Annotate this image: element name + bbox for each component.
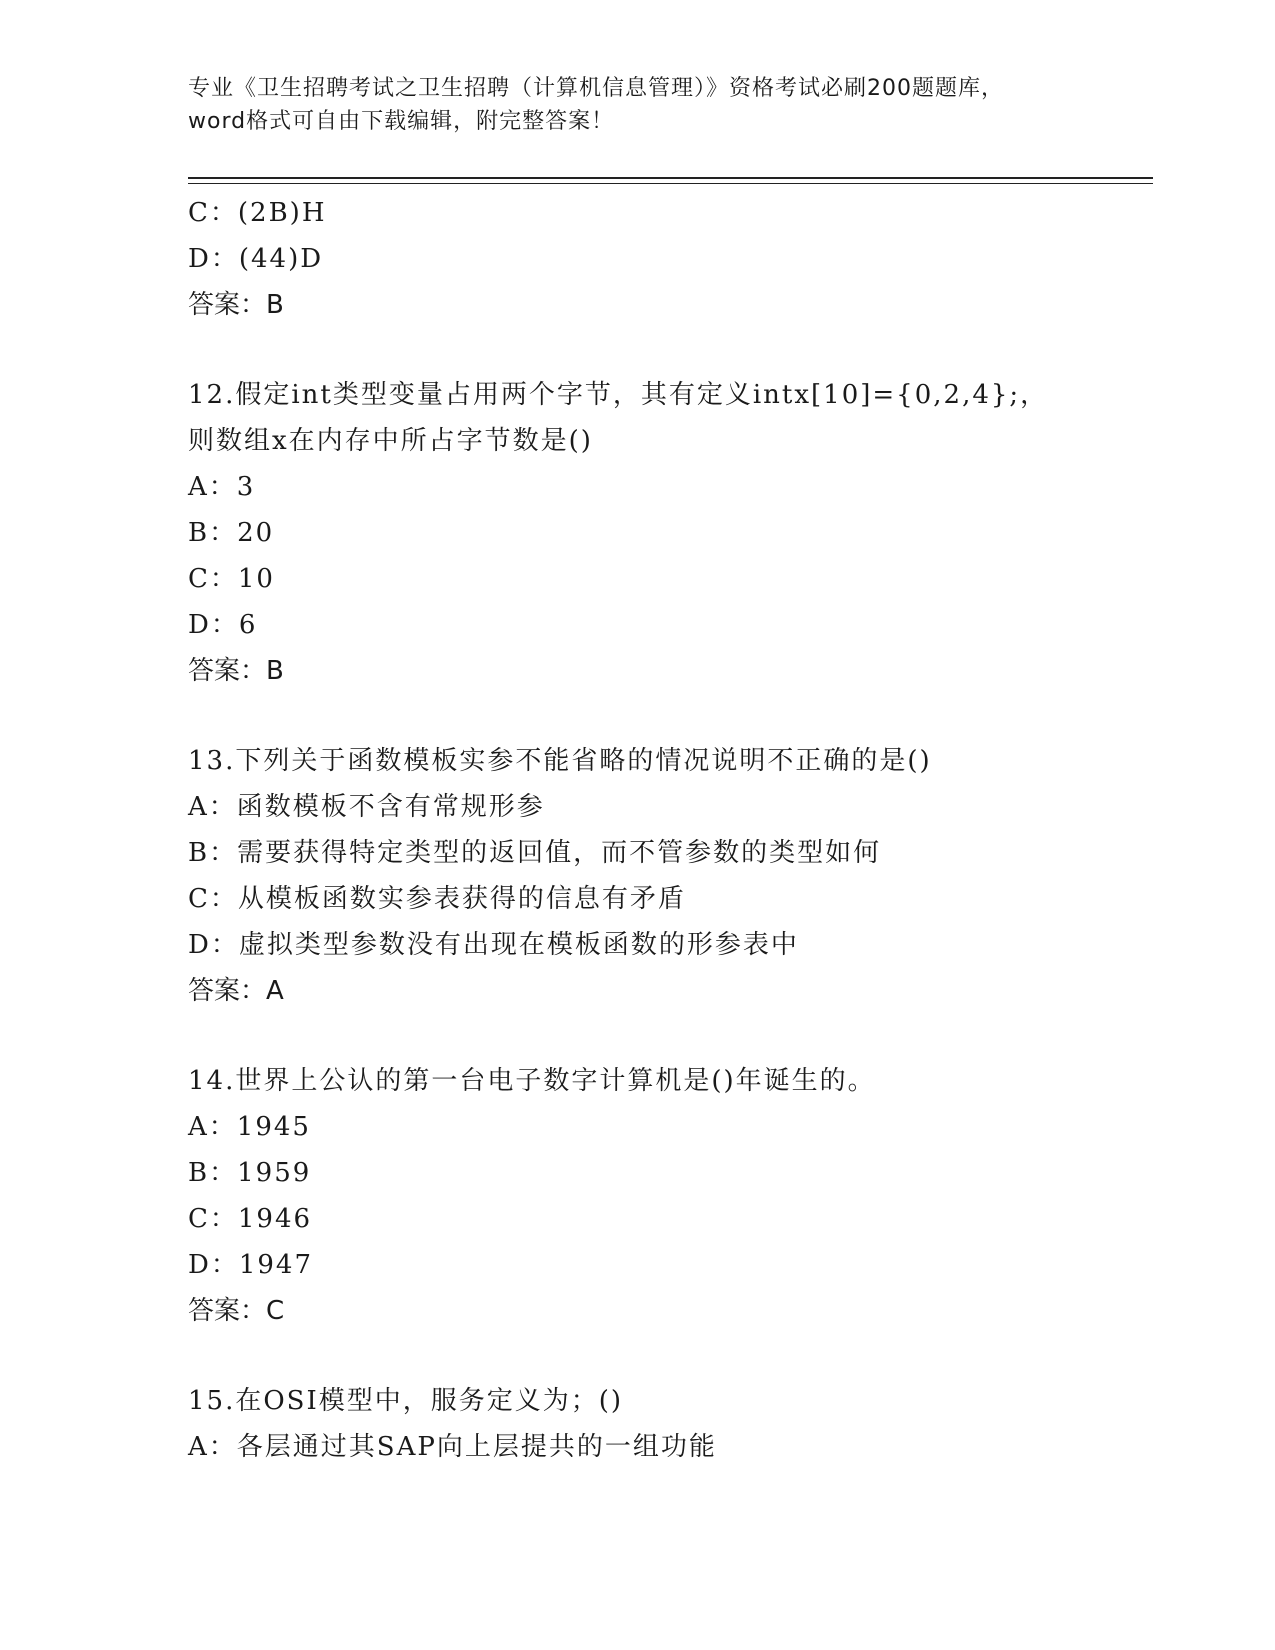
question-12-stem-line-1: 12.假定int类型变量占用两个字节，其有定义intx[10]={0,2,4};， [188, 380, 1049, 410]
question-14-option-a: A：1945 [188, 1112, 311, 1142]
spacer [188, 1014, 1153, 1058]
question-12-option-b: B：20 [188, 518, 275, 548]
question-14-stem: 14.世界上公认的第一台电子数字计算机是()年诞生的。 [188, 1066, 876, 1096]
document-header [188, 72, 1088, 138]
question-13-answer: 答案：A [188, 976, 284, 1006]
question-13-option-d: D：虚拟类型参数没有出现在模板函数的形参表中 [188, 930, 799, 960]
question-15-option-a: A：各层通过其SAP向上层提共的一组功能 [188, 1432, 717, 1462]
header-divider-thick [188, 177, 1153, 179]
question-13-option-a: A：函数模板不含有常规形参 [188, 792, 545, 822]
option-c: C：(2B)H [188, 198, 327, 228]
spacer [188, 694, 1153, 738]
spacer [188, 1334, 1153, 1378]
header-title-line-2: word格式可自由下载编辑，附完整答案！ [188, 109, 615, 134]
question-14-option-d: D：1947 [188, 1250, 314, 1280]
header-title-line-1: 专业《卫生招聘考试之卫生招聘（计算机信息管理）》资格考试必刷200题题库， [188, 76, 1004, 101]
question-14-answer: 答案：C [188, 1296, 285, 1326]
header-divider-thin [188, 183, 1153, 184]
question-13-option-b: B：需要获得特定类型的返回值，而不管参数的类型如何 [188, 838, 882, 868]
question-12-stem-line-2: 则数组x在内存中所占字节数是() [188, 426, 593, 456]
question-12-option-a: A：3 [188, 472, 256, 502]
question-12-option-c: C：10 [188, 564, 275, 594]
question-12-option-d: D：6 [188, 610, 258, 640]
question-13-stem: 13.下列关于函数模板实参不能省略的情况说明不正确的是() [188, 746, 932, 776]
question-content [188, 190, 1153, 1470]
question-13-option-c: C：从模板函数实参表获得的信息有矛盾 [188, 884, 686, 914]
option-d: D：(44)D [188, 244, 324, 274]
question-12-answer: 答案：B [188, 656, 284, 686]
question-15-stem: 15.在OSI模型中，服务定义为；() [188, 1386, 624, 1416]
spacer [188, 328, 1153, 372]
question-14-option-b: B：1959 [188, 1158, 312, 1188]
answer-line: 答案：B [188, 290, 284, 320]
question-14-option-c: C：1946 [188, 1204, 313, 1234]
